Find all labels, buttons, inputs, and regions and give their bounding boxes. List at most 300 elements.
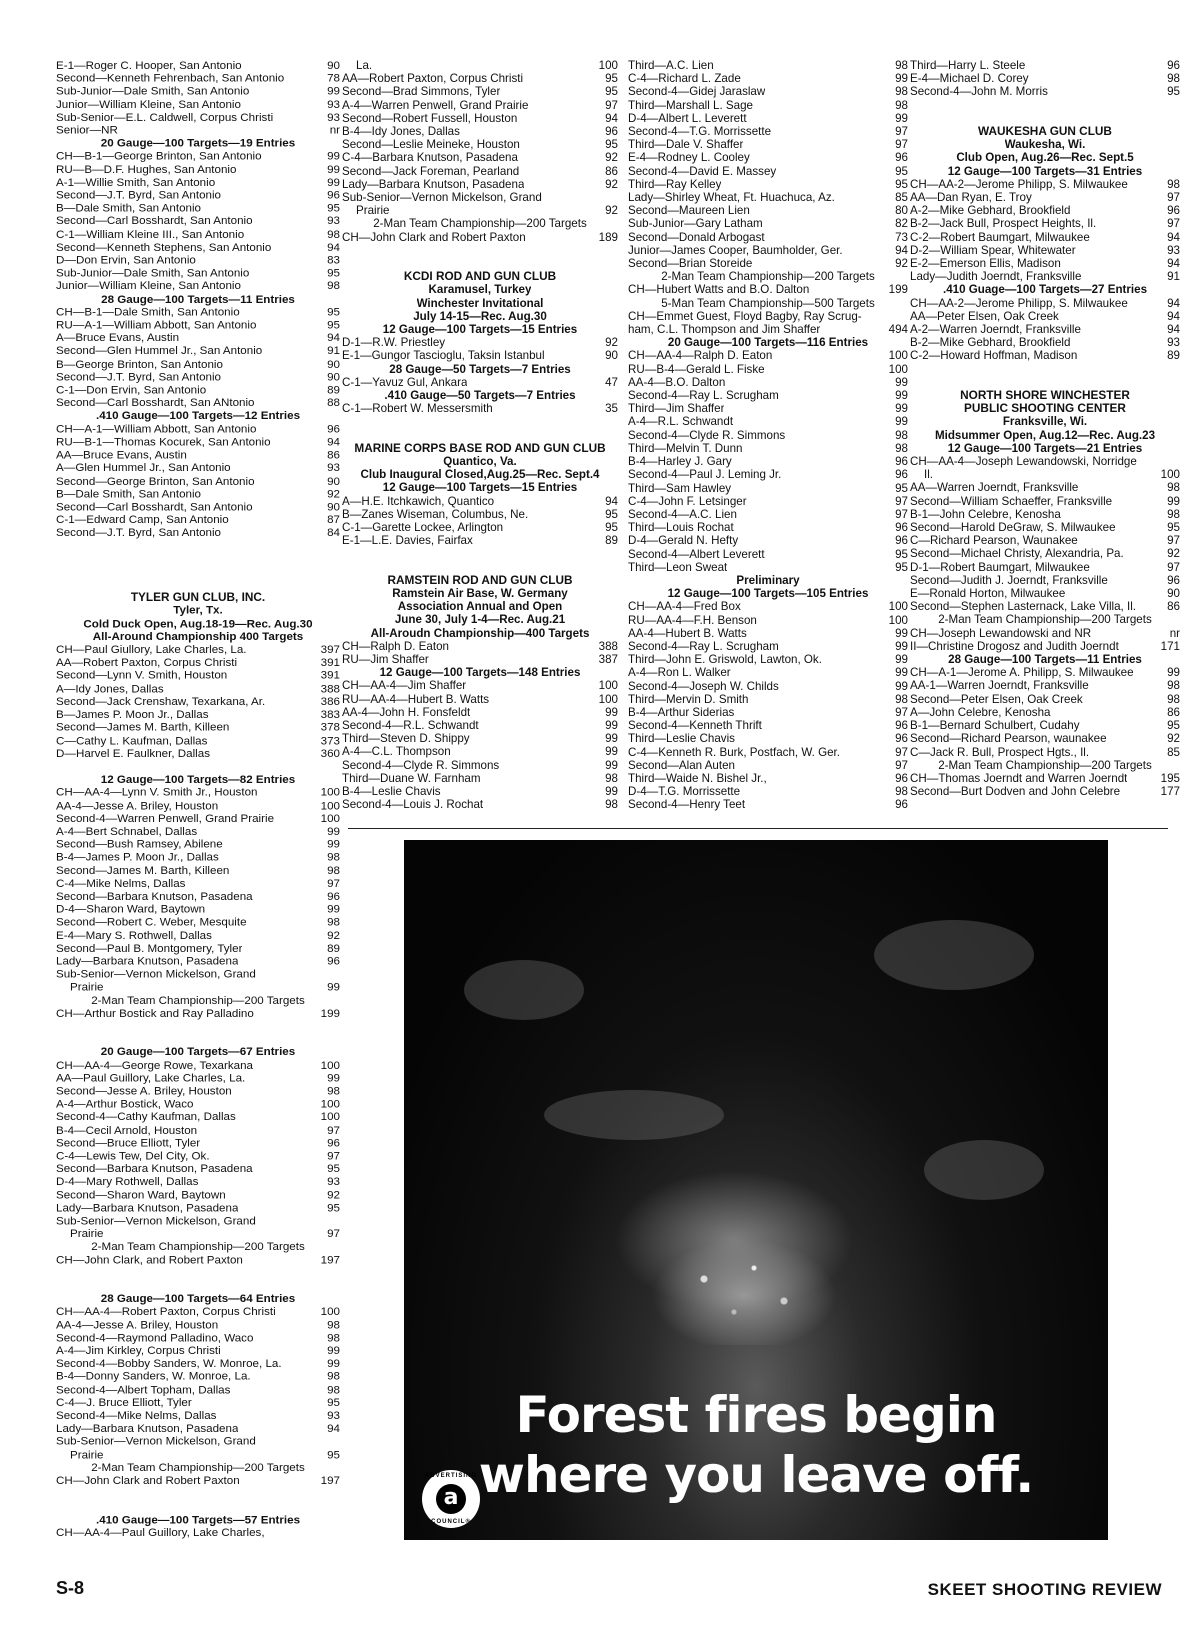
result-line bbox=[628, 257, 908, 270]
result-text: 12 Gauge—100 Targets—105 Entries bbox=[667, 587, 869, 601]
event-heading bbox=[342, 310, 618, 323]
result-text: Sub-Senior—Vernon Mickelson, Grand bbox=[56, 967, 256, 981]
result-text: Second—Jesse A. Briley, Houston bbox=[56, 1084, 232, 1098]
result-score: 98 bbox=[895, 85, 908, 99]
result-line bbox=[56, 1201, 340, 1214]
result-text: .410 Guage—100 Targets—27 Entries bbox=[942, 283, 1148, 297]
event-heading bbox=[342, 627, 618, 640]
result-score: 95 bbox=[327, 318, 340, 332]
result-score: 96 bbox=[605, 125, 618, 139]
result-text: C-2—Robert Baumgart, Milwaukee bbox=[910, 230, 1090, 244]
result-line bbox=[56, 358, 340, 371]
result-line bbox=[342, 72, 618, 85]
result-text: Second—Sharon Ward, Baytown bbox=[56, 1188, 226, 1202]
result-line bbox=[56, 72, 340, 85]
result-text: 28 Gauge—100 Targets—11 Entries bbox=[101, 292, 295, 306]
result-line bbox=[910, 349, 1180, 362]
event-heading bbox=[910, 165, 1180, 178]
result-score: 94 bbox=[327, 240, 340, 254]
result-line bbox=[628, 217, 908, 230]
event-heading bbox=[628, 336, 908, 349]
result-score: 94 bbox=[327, 435, 340, 449]
result-line bbox=[56, 1383, 340, 1396]
result-text: CH—B-1—Dale Smith, San Antonio bbox=[56, 305, 240, 319]
result-text: 20 Gauge—100 Targets—67 Entries bbox=[100, 1045, 296, 1059]
result-text: CH—John Clark, and Robert Paxton bbox=[56, 1253, 243, 1267]
spacer bbox=[910, 376, 1180, 389]
result-line bbox=[56, 85, 340, 98]
spacer bbox=[910, 99, 1180, 112]
result-text: Second-4—Albert Leverett bbox=[628, 547, 765, 561]
team-event-heading bbox=[628, 297, 908, 310]
result-text: B-2—Mike Gebhard, Brookfield bbox=[910, 336, 1071, 350]
result-line bbox=[628, 548, 908, 561]
result-text: Senior—NR bbox=[56, 123, 118, 137]
result-score: 195 bbox=[1160, 771, 1180, 785]
result-line bbox=[910, 719, 1180, 732]
result-text: RU—B-4—Gerald L. Fiske bbox=[628, 362, 765, 376]
result-score: 199 bbox=[888, 283, 908, 297]
result-line bbox=[56, 799, 340, 812]
results-column-2 bbox=[342, 59, 618, 811]
result-score: 92 bbox=[327, 487, 340, 501]
result-line bbox=[628, 402, 908, 415]
result-text: Second-4—Ray L. Scrugham bbox=[628, 389, 779, 403]
result-text: RU—A-1—William Abbott, San Antonio bbox=[56, 318, 257, 332]
result-text: 2-Man Team Championship—200 Targets bbox=[91, 1461, 305, 1474]
result-text: Second—Peter Elsen, Oak Creek bbox=[910, 692, 1083, 706]
result-line bbox=[56, 150, 340, 163]
result-text: C-1—Edward Camp, San Antonio bbox=[56, 513, 229, 527]
forest-fire-ad bbox=[404, 840, 1108, 1540]
result-score: 99 bbox=[327, 824, 340, 838]
result-score: 100 bbox=[320, 786, 340, 799]
result-score: 93 bbox=[1167, 336, 1180, 350]
result-text: A-4—Arthur Bostick, Waco bbox=[56, 1097, 194, 1111]
result-line bbox=[628, 561, 908, 574]
result-score: nr bbox=[1169, 626, 1180, 640]
result-line bbox=[628, 125, 908, 138]
result-score: 96 bbox=[1167, 59, 1180, 72]
result-score: 100 bbox=[320, 1110, 340, 1124]
result-score: 91 bbox=[1167, 270, 1180, 284]
result-line bbox=[910, 270, 1180, 283]
result-line bbox=[56, 1422, 340, 1435]
result-score: 97 bbox=[327, 1149, 340, 1163]
result-text: C-4—Mike Nelms, Dallas bbox=[56, 876, 186, 890]
result-line bbox=[628, 627, 908, 640]
result-text: CH—B-1—George Brinton, San Antonio bbox=[56, 149, 262, 163]
result-score: 99 bbox=[605, 785, 618, 799]
result-text: Second—Jack Foreman, Pearland bbox=[342, 164, 520, 178]
result-score: 90 bbox=[1167, 587, 1180, 601]
result-line bbox=[628, 72, 908, 85]
result-text: AA—Warren Joerndt, Franksville bbox=[910, 481, 1079, 495]
result-score: 391 bbox=[320, 656, 340, 669]
result-score: 89 bbox=[327, 383, 340, 397]
result-line bbox=[56, 1344, 340, 1357]
result-score: 96 bbox=[895, 534, 908, 548]
result-line bbox=[56, 851, 340, 864]
result-line bbox=[628, 680, 908, 693]
result-score: 97 bbox=[327, 1123, 340, 1137]
spacer bbox=[56, 1487, 340, 1500]
result-text: Lady—Barbara Knutson, Pasadena bbox=[56, 1201, 239, 1215]
result-text: Third—Marshall L. Sage bbox=[628, 98, 754, 112]
result-score: 197 bbox=[320, 1474, 340, 1487]
result-text: Club Open, Aug.26—Rec. Sept.5 bbox=[956, 151, 1134, 165]
spacer bbox=[56, 578, 340, 591]
result-text: C-1—William Kleine III., San Antonio bbox=[56, 227, 245, 241]
result-score: 199 bbox=[320, 1006, 340, 1020]
result-text: B-4—James P. Moon Jr., Dallas bbox=[56, 850, 219, 864]
result-text: A-4—Bert Schnabel, Dallas bbox=[56, 824, 198, 838]
event-heading bbox=[342, 363, 618, 376]
result-line bbox=[56, 721, 340, 734]
event-heading bbox=[56, 773, 340, 786]
result-text: A-4—Ron L. Walker bbox=[628, 666, 731, 680]
result-text: B—Dale Smith, San Antonio bbox=[56, 487, 202, 501]
result-score: 95 bbox=[605, 138, 618, 152]
campfire-embers bbox=[644, 1235, 844, 1345]
result-score: 88 bbox=[327, 396, 340, 410]
result-line bbox=[56, 1085, 340, 1098]
result-text: A—H.E. Itchkawich, Quantico bbox=[342, 494, 495, 508]
result-text: E—Ronald Horton, Milwaukee bbox=[910, 587, 1066, 601]
result-score: 94 bbox=[327, 1422, 340, 1435]
result-text: D-4—T.G. Morrissette bbox=[628, 785, 741, 799]
result-text: CH—AA-4—Lynn V. Smith Jr., Houston bbox=[56, 786, 258, 799]
result-line bbox=[56, 513, 340, 526]
result-text: 28 Gauge—50 Targets—7 Entries bbox=[389, 362, 571, 376]
event-heading bbox=[910, 283, 1180, 296]
result-text: 2-Man Team Championship—200 Targets bbox=[938, 613, 1152, 627]
result-line bbox=[628, 534, 908, 547]
result-text: RU—B—D.F. Hughes, San Antonio bbox=[56, 162, 237, 176]
result-text: A—Idy Jones, Dallas bbox=[56, 682, 164, 695]
result-score: 93 bbox=[327, 461, 340, 475]
result-score: 98 bbox=[1167, 177, 1180, 191]
result-line bbox=[56, 942, 340, 955]
ad-headline-line-1: Forest fires begin bbox=[515, 1386, 997, 1444]
result-score: 99 bbox=[605, 719, 618, 733]
result-line bbox=[56, 1072, 340, 1085]
result-score: 99 bbox=[895, 389, 908, 403]
result-line bbox=[628, 363, 908, 376]
result-text: C-4—Barbara Knutson, Pasadena bbox=[342, 151, 518, 165]
result-text: 2-Man Team Championship—200 Targets bbox=[91, 1240, 305, 1254]
result-text: Second-4—A.C. Lien bbox=[628, 507, 737, 521]
result-score: 95 bbox=[327, 1448, 340, 1461]
result-line bbox=[56, 825, 340, 838]
result-line bbox=[56, 319, 340, 332]
result-line bbox=[56, 1111, 340, 1124]
result-score: 96 bbox=[895, 732, 908, 746]
result-score: 99 bbox=[327, 162, 340, 176]
result-score: 93 bbox=[327, 214, 340, 228]
result-text: Third—Jim Shaffer bbox=[628, 402, 725, 416]
team-event-heading bbox=[342, 217, 618, 230]
result-score: 95 bbox=[895, 481, 908, 495]
result-line bbox=[342, 798, 618, 811]
result-line bbox=[56, 189, 340, 202]
result-text: Second—Carl Bosshardt, San Antonio bbox=[56, 500, 253, 514]
result-line bbox=[628, 204, 908, 217]
result-text: C-4—J. Bruce Elliott, Tyler bbox=[56, 1396, 192, 1409]
spacer bbox=[342, 415, 618, 428]
result-line bbox=[56, 526, 340, 539]
result-score: 387 bbox=[598, 653, 618, 667]
result-text: RU—AA-4—F.H. Benson bbox=[628, 613, 757, 627]
result-score: 94 bbox=[605, 111, 618, 125]
result-text: Third—Louis Rochat bbox=[628, 521, 734, 535]
result-text: Second-4—T.G. Morrissette bbox=[628, 125, 772, 139]
club-title bbox=[56, 591, 340, 604]
result-line bbox=[342, 534, 618, 547]
result-text: CH—AA-2—Jerome Philipp, S. Milwaukee bbox=[910, 296, 1128, 310]
result-score: 388 bbox=[598, 639, 618, 653]
event-heading bbox=[342, 389, 618, 402]
page-number: S-8 bbox=[56, 1578, 85, 1598]
event-heading bbox=[342, 283, 618, 296]
result-line bbox=[56, 1435, 340, 1448]
result-text: B-4—Harley J. Gary bbox=[628, 455, 732, 469]
result-text: A-4—Warren Penwell, Grand Prairie bbox=[342, 98, 529, 112]
result-score: 97 bbox=[895, 138, 908, 152]
result-line bbox=[910, 521, 1180, 534]
event-heading bbox=[56, 410, 340, 423]
result-score: 89 bbox=[605, 534, 618, 548]
result-line bbox=[342, 231, 618, 244]
result-text: Second-4—Paul J. Leming Jr. bbox=[628, 468, 782, 482]
result-score: 98 bbox=[895, 59, 908, 72]
spacer bbox=[56, 1020, 340, 1033]
result-text: Sub-Junior—Dale Smith, San Antonio bbox=[56, 84, 250, 98]
event-heading bbox=[56, 1513, 340, 1526]
result-text: CH—AA-4—Robert Paxton, Corpus Christi bbox=[56, 1305, 276, 1319]
result-continuation bbox=[56, 981, 340, 994]
result-text: Second-4—Mike Nelms, Dallas bbox=[56, 1409, 217, 1422]
result-text: B-4—Leslie Chavis bbox=[342, 785, 441, 799]
result-line bbox=[910, 534, 1180, 547]
result-text: RAMSTEIN ROD AND GUN CLUB bbox=[387, 573, 573, 587]
result-score: 100 bbox=[888, 362, 908, 376]
result-score: 95 bbox=[327, 1201, 340, 1215]
result-score: 96 bbox=[895, 521, 908, 535]
result-text: CH—AA-4—Fred Box bbox=[628, 600, 741, 614]
result-text: Second—Glen Hummel Jr., San Antonio bbox=[56, 344, 263, 358]
result-text: B-4—Donny Sanders, W. Monroe, La. bbox=[56, 1370, 251, 1384]
result-text: 12 Gauge—100 Targets—148 Entries bbox=[379, 666, 581, 680]
result-line bbox=[628, 653, 908, 666]
result-line bbox=[56, 1357, 340, 1370]
result-text: AA—Bruce Evans, Austin bbox=[56, 448, 187, 462]
result-text: Second—Richard Pearson, waunakee bbox=[910, 732, 1107, 746]
result-text: C-1—Robert W. Messersmith bbox=[342, 402, 493, 416]
result-score: 100 bbox=[320, 799, 340, 812]
result-line bbox=[342, 178, 618, 191]
result-line bbox=[342, 495, 618, 508]
result-score: 83 bbox=[327, 253, 340, 267]
result-line bbox=[56, 202, 340, 215]
result-text: Second—Bruce Elliott, Tyler bbox=[56, 1136, 201, 1150]
result-text: .410 Gauge—100 Targets—12 Entries bbox=[95, 409, 301, 423]
result-text: A-1—Willie Smith, San Antonio bbox=[56, 175, 216, 189]
result-text: RU—AA-4—Hubert B. Watts bbox=[342, 692, 490, 706]
result-line bbox=[56, 59, 340, 72]
result-text: 2-Man Team Championship—200 Targets bbox=[373, 217, 587, 231]
result-text: B-1—John Celebre, Kenosha bbox=[910, 507, 1061, 521]
result-line bbox=[910, 257, 1180, 270]
result-line bbox=[628, 746, 908, 759]
result-text: Prairie bbox=[70, 1448, 104, 1461]
result-line bbox=[56, 306, 340, 319]
result-text: Second—Carl Bosshardt, San ANtonio bbox=[56, 396, 255, 410]
result-score: 90 bbox=[327, 500, 340, 514]
result-score: 96 bbox=[1167, 573, 1180, 587]
result-score: 92 bbox=[1167, 547, 1180, 561]
result-text: Prairie bbox=[70, 1227, 104, 1241]
result-line bbox=[628, 283, 908, 296]
result-text: Second—Lynn V. Smith, Houston bbox=[56, 669, 228, 682]
result-text: D-4—Albert L. Leverett bbox=[628, 111, 747, 125]
result-text: KCDI ROD AND GUN CLUB bbox=[403, 270, 557, 284]
result-line bbox=[628, 772, 908, 785]
result-score: 95 bbox=[327, 1396, 340, 1409]
result-line bbox=[56, 643, 340, 656]
result-score: 85 bbox=[895, 191, 908, 205]
result-score: 93 bbox=[327, 1175, 340, 1189]
result-score: 99 bbox=[327, 149, 340, 163]
result-score: 189 bbox=[598, 230, 618, 244]
result-text: 20 Gauge—100 Targets—116 Entries bbox=[667, 336, 869, 350]
result-line bbox=[628, 323, 908, 336]
result-line bbox=[910, 746, 1180, 759]
result-text: CH—AA-4—Paul Guillory, Lake Charles, bbox=[56, 1526, 265, 1539]
result-text: Winchester Invitational bbox=[416, 296, 544, 310]
result-text: Tyler, Tx. bbox=[173, 604, 223, 618]
result-line bbox=[910, 627, 1180, 640]
result-line bbox=[342, 508, 618, 521]
result-text: Second—Carl Bosshardt, San Antonio bbox=[56, 214, 253, 228]
result-line bbox=[56, 656, 340, 669]
result-text: Midsummer Open, Aug.12—Rec. Aug.23 bbox=[934, 428, 1156, 442]
result-score: 94 bbox=[1167, 309, 1180, 323]
result-text: AA-1—Warren Joerndt, Franksville bbox=[910, 679, 1089, 693]
result-text: D-4—Sharon Ward, Baytown bbox=[56, 902, 206, 916]
result-score: 91 bbox=[327, 344, 340, 358]
result-score: 92 bbox=[605, 177, 618, 191]
result-score: 100 bbox=[1160, 468, 1180, 482]
result-text: Sub-Junior—Dale Smith, San Antonio bbox=[56, 266, 250, 280]
result-score: 96 bbox=[895, 719, 908, 733]
result-text: C—Richard Pearson, Waunakee bbox=[910, 534, 1078, 548]
result-line bbox=[628, 482, 908, 495]
result-score: 95 bbox=[605, 85, 618, 99]
result-score: 47 bbox=[605, 375, 618, 389]
result-line bbox=[910, 310, 1180, 323]
result-text: 12 Gauge—100 Targets—82 Entries bbox=[100, 773, 296, 786]
result-text: B—Dale Smith, San Antonio bbox=[56, 201, 202, 215]
result-score: 386 bbox=[320, 695, 340, 708]
result-text: Third—Steven D. Shippy bbox=[342, 732, 470, 746]
result-score: 92 bbox=[605, 336, 618, 350]
result-text: Third—Harry L. Steele bbox=[910, 59, 1026, 72]
result-text: Third—Sam Hawley bbox=[628, 481, 732, 495]
spacer bbox=[910, 363, 1180, 376]
result-score: 97 bbox=[1167, 217, 1180, 231]
ad-divider-rule bbox=[348, 828, 1168, 829]
result-score: 97 bbox=[327, 1227, 340, 1241]
result-line bbox=[910, 455, 1180, 468]
result-score: 98 bbox=[605, 771, 618, 785]
result-line bbox=[56, 812, 340, 825]
spacer bbox=[910, 112, 1180, 125]
result-line bbox=[56, 916, 340, 929]
result-score: 97 bbox=[895, 758, 908, 772]
result-text: C-4—Richard L. Zade bbox=[628, 72, 741, 86]
result-text: Second—Barbara Knutson, Pasadena bbox=[56, 889, 253, 903]
result-text: 12 Gauge—100 Targets—15 Entries bbox=[382, 481, 578, 495]
result-score: 93 bbox=[327, 1409, 340, 1422]
result-score: 99 bbox=[605, 745, 618, 759]
result-text: Junior—James Cooper, Baumholder, Ger. bbox=[628, 243, 843, 257]
result-text: A-2—Mike Gebhard, Brookfield bbox=[910, 204, 1071, 218]
result-text: Ramstein Air Base, W. Germany bbox=[392, 587, 568, 601]
spacer bbox=[56, 1033, 340, 1046]
result-text: MARINE CORPS BASE ROD AND GUN CLUB bbox=[354, 441, 606, 455]
result-text: All-Aroudn Championship—400 Targets bbox=[370, 626, 590, 640]
result-text: Second—Maureen Lien bbox=[628, 204, 750, 218]
event-heading bbox=[342, 323, 618, 336]
team-event-heading bbox=[56, 1461, 340, 1474]
result-score: 98 bbox=[895, 98, 908, 112]
result-line bbox=[628, 693, 908, 706]
result-score: 98 bbox=[1167, 481, 1180, 495]
result-text: Prairie bbox=[356, 204, 390, 218]
result-line bbox=[628, 666, 908, 679]
result-line bbox=[56, 371, 340, 384]
result-score: 94 bbox=[605, 494, 618, 508]
result-line bbox=[342, 402, 618, 415]
result-text: Second—Michael Christy, Alexandria, Pa. bbox=[910, 547, 1124, 561]
result-line bbox=[342, 191, 618, 204]
result-text: Waukesha, Wi. bbox=[1004, 138, 1086, 152]
result-score: 86 bbox=[1167, 705, 1180, 719]
club-title bbox=[342, 270, 618, 283]
result-text: Second—Judith J. Joerndt, Franksville bbox=[910, 573, 1108, 587]
result-text: RU—B-1—Thomas Kocurek, San Antonio bbox=[56, 435, 271, 449]
result-text: 28 Gauge—100 Targets—11 Entries bbox=[948, 653, 1142, 667]
result-line bbox=[910, 732, 1180, 745]
result-line bbox=[628, 112, 908, 125]
result-score: 373 bbox=[320, 734, 340, 747]
result-score: 95 bbox=[327, 305, 340, 319]
result-line bbox=[628, 785, 908, 798]
result-line bbox=[910, 706, 1180, 719]
result-score: 171 bbox=[1160, 639, 1180, 653]
result-score: 360 bbox=[320, 747, 340, 760]
event-heading bbox=[342, 455, 618, 468]
result-text: E-4—Mary S. Rothwell, Dallas bbox=[56, 928, 212, 942]
result-line bbox=[910, 481, 1180, 494]
result-line bbox=[56, 1150, 340, 1163]
result-text: Lady—Barbara Knutson, Pasadena bbox=[56, 954, 239, 968]
result-text: A—Bruce Evans, Austin bbox=[56, 331, 180, 345]
result-text: .410 Gauge—100 Targets—57 Entries bbox=[95, 1513, 301, 1526]
logo-top-text: ADVERTISING bbox=[424, 1473, 477, 1479]
result-score: 98 bbox=[895, 428, 908, 442]
